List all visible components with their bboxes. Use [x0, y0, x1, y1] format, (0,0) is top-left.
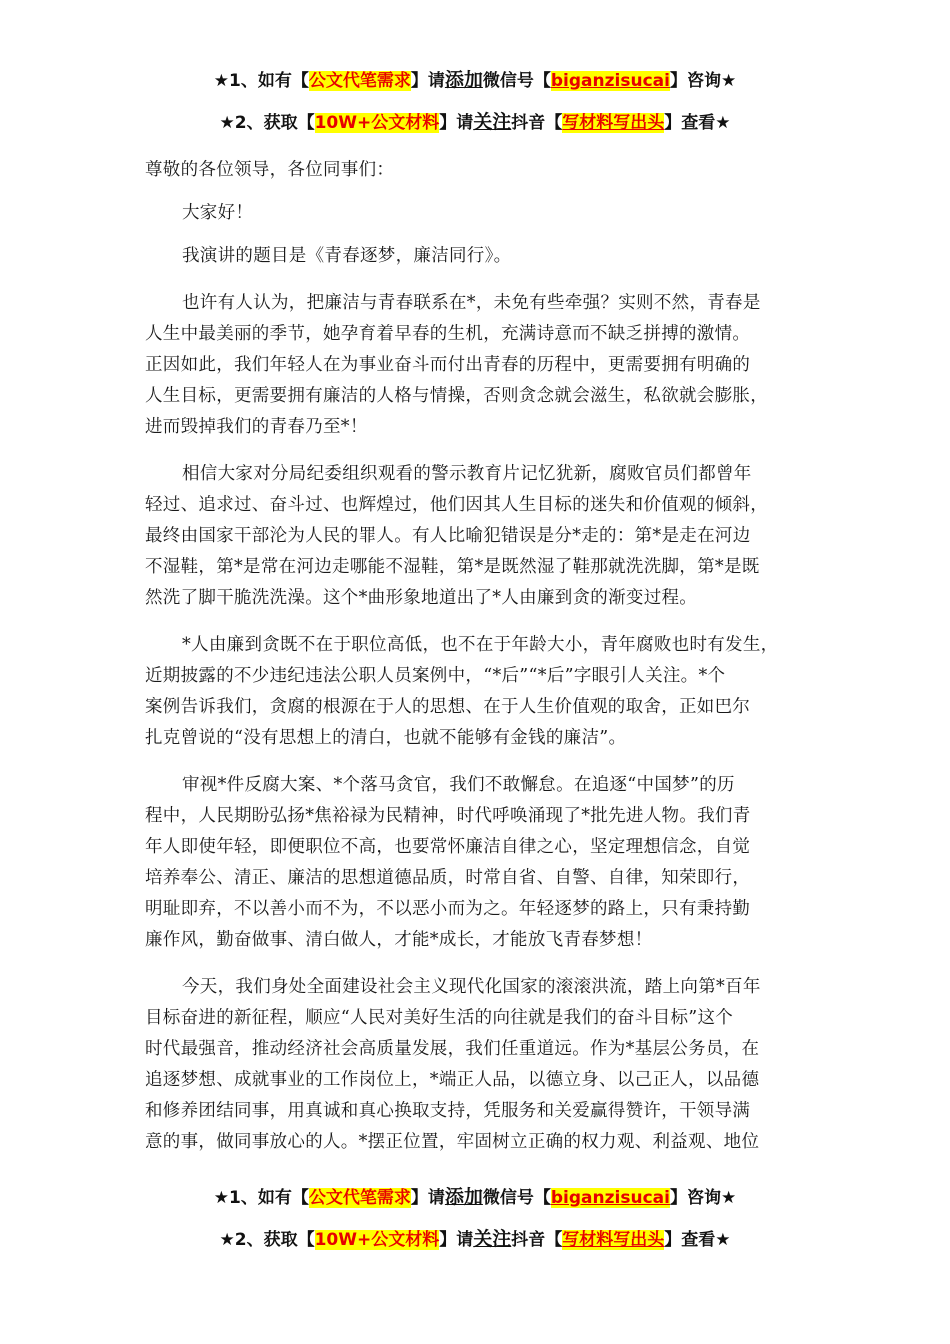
promo-emphasis: 关注 — [473, 1228, 512, 1250]
wechat-id-link[interactable]: biganzisucai — [550, 71, 670, 91]
header-promo-line-2 — [0, 110, 950, 135]
paragraph-line: 然洗了脚干脆洗洗澡。这个*曲形象地道出了*人由廉到贪的渐变过程。 — [145, 588, 698, 608]
paragraph-line: 不湿鞋，第*是常在河边走哪能不湿鞋，第*是既然湿了鞋那就洗洗脚，第*是既 — [145, 557, 760, 577]
salutation: 尊敬的各位领导，各位同事们： — [145, 160, 395, 180]
paragraph-line: 近期披露的不少违纪违法公职人员案例中，“*后”“*后”字眼引人关注。*个 — [145, 666, 726, 686]
header-promo-line-1 — [0, 68, 950, 93]
paragraph-1 — [145, 288, 815, 443]
paragraph-line: 最终由国家干部沦为人民的罪人。有人比喻犯错误是分*走的：第*是走在河边 — [145, 526, 751, 546]
paragraph-line: 年人即使年轻，即便职位不高，也要常怀廉洁自律之心，坚定理想信念，自觉 — [145, 837, 751, 857]
paragraph-2 — [145, 459, 815, 614]
star-icon: ★ — [720, 1188, 737, 1208]
promo-text: 】查看 — [664, 1230, 716, 1250]
paragraph-line: 培养奉公、清正、廉洁的思想道德品质，时常自省、自警、自律，知荣即行， — [145, 868, 751, 888]
paragraph-line: 轻过、追求过、奋斗过、也辉煌过，他们因其人生目标的迷失和价值观的倾斜， — [145, 495, 768, 515]
promo-highlight: 公文代笔需求 — [308, 71, 411, 91]
promo-text: 】请 — [439, 113, 474, 133]
greeting: 大家好！ — [182, 203, 254, 223]
star-icon: ★ — [213, 71, 230, 91]
paragraph-4 — [145, 770, 815, 956]
promo-text: 】请 — [439, 1230, 474, 1250]
promo-highlight: 10W+公文材料 — [314, 1230, 440, 1250]
paragraph-line: 廉作风，勤奋做事、清白做人，才能*成长，才能放飞青春梦想！ — [145, 930, 653, 950]
paragraph-3 — [145, 630, 815, 754]
promo-text: 微信号【 — [482, 71, 551, 91]
promo-emphasis: 添加 — [444, 1186, 483, 1208]
promo-text: 2、获取【 — [234, 1230, 315, 1250]
promo-text: 】查看 — [664, 113, 716, 133]
promo-text: 抖音【 — [511, 113, 563, 133]
paragraph-line: 审视*件反腐大案、*个落马贪官，我们不敢懈怠。在追逐“中国梦”的历 — [182, 775, 735, 795]
star-icon: ★ — [720, 71, 737, 91]
paragraph-line: 人生中最美丽的季节，她孕育着早春的生机，充满诗意而不缺乏拼搏的激情。 — [145, 324, 751, 344]
douyin-account-link[interactable]: 写材料写出头 — [562, 1230, 665, 1250]
douyin-account-link[interactable]: 写材料写出头 — [562, 113, 665, 133]
promo-highlight: 公文代笔需求 — [308, 1188, 411, 1208]
star-icon: ★ — [219, 113, 235, 133]
promo-text: 】请 — [410, 71, 445, 91]
paragraph-line: 扎克曾说的“没有思想上的清白，也就不能够有金钱的廉洁”。 — [145, 728, 627, 748]
star-icon: ★ — [213, 1188, 230, 1208]
promo-text: 1、如有【 — [229, 71, 309, 91]
promo-emphasis: 添加 — [444, 69, 483, 91]
promo-text: 】请 — [410, 1188, 445, 1208]
paragraph-line: 相信大家对分局纪委组织观看的警示教育片记忆犹新，腐败官员们都曾年 — [182, 464, 752, 484]
promo-text: 微信号【 — [482, 1188, 551, 1208]
star-icon: ★ — [219, 1230, 235, 1250]
footer-promo-line-2 — [0, 1227, 950, 1252]
promo-text: 】咨询 — [669, 71, 721, 91]
star-icon: ★ — [715, 1230, 731, 1250]
paragraph-line: 也许有人认为，把廉洁与青春联系在*，未免有些牵强？实则不然，青春是 — [182, 293, 761, 313]
promo-text: 】咨询 — [669, 1188, 721, 1208]
paragraph-line: 人生目标，更需要拥有廉洁的人格与情操，否则贪念就会滋生，私欲就会膨胀， — [145, 386, 768, 406]
promo-text: 2、获取【 — [234, 113, 315, 133]
promo-text: 抖音【 — [511, 1230, 563, 1250]
promo-emphasis: 关注 — [473, 111, 512, 133]
paragraph-line: 案例告诉我们，贪腐的根源在于人的思想、在于人生价值观的取舍，正如巴尔 — [145, 697, 751, 717]
speech-title-line: 我演讲的题目是《青春逐梦，廉洁同行》。 — [182, 246, 512, 266]
promo-highlight: 10W+公文材料 — [314, 113, 440, 133]
paragraph-line: 明耻即弃，不以善小而不为，不以恶小而为之。年轻逐梦的路上，只有秉持勤 — [145, 899, 751, 919]
paragraph-line: 进而毁掉我们的青春乃至*！ — [145, 417, 368, 437]
footer-promo-line-1 — [0, 1185, 950, 1210]
promo-text: 1、如有【 — [229, 1188, 309, 1208]
paragraph-line: 今天，我们身处全面建设社会主义现代化国家的滚滚洪流，踏上向第*百年 — [182, 977, 761, 997]
star-icon: ★ — [715, 113, 731, 133]
document-body — [145, 155, 815, 1158]
paragraph-line: *人由廉到贪既不在于职位高低，也不在于年龄大小，青年腐败也时有发生， — [182, 635, 779, 655]
paragraph-line: 意的事，做同事放心的人。*摆正位置，牢固树立正确的权力观、利益观、地位 — [145, 1132, 760, 1152]
paragraph-line: 和修养团结同事，用真诚和真心换取支持，凭服务和关爱赢得赞许，干领导满 — [145, 1101, 751, 1121]
paragraph-line: 正因如此，我们年轻人在为事业奋斗而付出青春的历程中，更需要拥有明确的 — [145, 355, 751, 375]
paragraph-line: 目标奋进的新征程，顺应“人民对美好生活的向往就是我们的奋斗目标”这个 — [145, 1008, 734, 1028]
paragraph-line: 程中，人民期盼弘扬*焦裕禄为民精神，时代呼唤涌现了*批先进人物。我们青 — [145, 806, 751, 826]
paragraph-5 — [145, 972, 815, 1158]
wechat-id-link[interactable]: biganzisucai — [550, 1188, 670, 1208]
paragraph-line: 追逐梦想、成就事业的工作岗位上，*端正人品，以德立身、以己正人，以品德 — [145, 1070, 760, 1090]
paragraph-line: 时代最强音，推动经济社会高质量发展，我们任重道远。作为*基层公务员，在 — [145, 1039, 760, 1059]
